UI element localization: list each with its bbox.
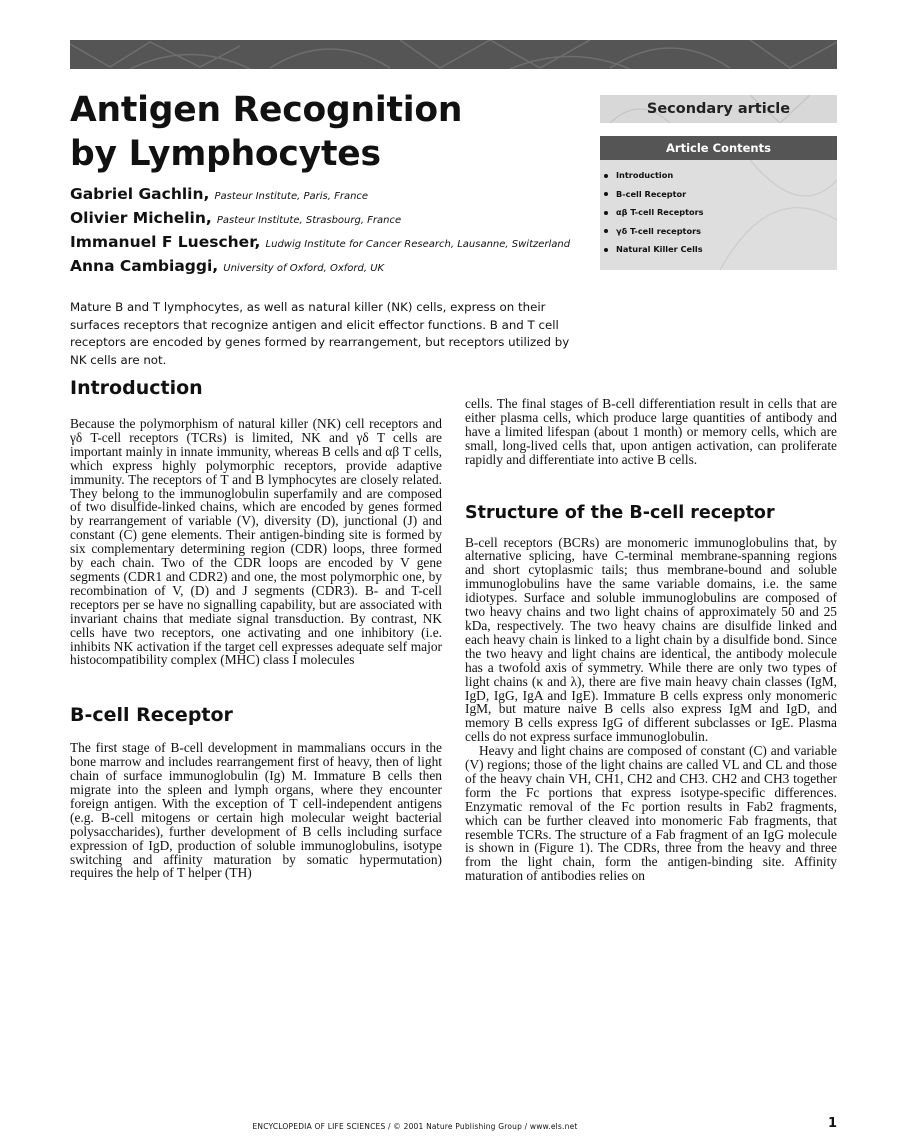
left-column	[70, 376, 442, 880]
page-number: 1	[827, 1116, 837, 1131]
article-title	[70, 88, 570, 176]
author-line	[70, 206, 590, 230]
author-line	[70, 254, 590, 278]
secondary-article-box	[600, 95, 837, 123]
header-decorative-band	[70, 40, 837, 69]
abstract: Mature B and T lymphocytes, as well as natural killer (NK) cells, express on their surfaces receptors that recognize antigen and elicit effector functions. B and T cell receptors are encoded by genes formed by rearrangement, but receptors utilized by NK cells are not.	[70, 300, 570, 367]
contents-item-introduction[interactable]	[600, 166, 837, 185]
author-name: Anna Cambiaggi,	[70, 257, 219, 275]
bcell-paragraph: The first stage of B-cell development in mammalians occurs in the bone marrow and includes rearrangement first of heavy, then of light chain of surface immunoglobulin (Ig) M. Immature B cells then migrate into the spleen and lymph organs, where they encounter foreign antigen. With the exception of T cell-independent antigens (e.g. B-cell mitogens or certain high molecular weight bacterial polysaccharides), further development of B cells including surface expression of IgD, production of soluble immunoglobulins, isotype switching and affinity maturation by somatic hypermutation) requires the help of T helper (TH)	[70, 740, 442, 881]
right-column	[465, 397, 837, 883]
section-heading-bcell-structure: Structure of the B-cell receptor	[465, 502, 775, 523]
author-line	[70, 182, 590, 206]
author-line	[70, 230, 590, 254]
contents-item-bcell-receptor[interactable]	[600, 185, 837, 204]
author-name: Olivier Michelin,	[70, 209, 212, 227]
introduction-paragraph: Because the polymorphism of natural killer (NK) cell receptors and γδ T-cell receptors (TCRs) is limited, NK and γδ T cells are important mainly in innate immunity, whereas B cells and αβ T cells, which express highly polymorphic receptors, provide adaptive immunity. The receptors of T and B lymphocytes are closely related. They belong to the immunoglobulin superfamily and are composed of two disulfide-linked chains, which are encoded by genes formed by rearrangement of variable (V), diversity (D), junctional (J) and constant (C) gene elements. Their antigen-binding site is formed by six complementary determining region (CDR) loops, three formed by each chain. Two of the CDR loops are encoded by V gene segments (CDR1 and CDR2) and one, the most polymorphic one, by recombination of V, (D) and J segments (CDR3). B- and T-cell receptors per se have no signalling capability, but are associated with invariant chains that mediate signal transduction. By contrast, NK cells have two receptors, one activating and one inhibitory (i.e. inhibits NK activation if the target cell expresses adequate self major histocompatibility complex (MHC) class I molecules	[70, 416, 442, 668]
author-name: Gabriel Gachlin,	[70, 185, 210, 203]
author-affiliation: University of Oxford, Oxford, UK	[223, 263, 385, 274]
structure-paragraph-2: Heavy and light chains are composed of constant (C) and variable (V) regions; those of the light chains are called VL and CL and those of the heavy chain VH, CH1, CH2 and CH3. CH2 and CH3 together form the Fc portions that express isotype-specific differences. Enzymatic removal of the Fc portion results in Fab2 fragments, which can be further cleaved into monomeric Fab fragments, that resemble TCRs. The structure of a Fab fragment of an IgG molecule is shown in (Figure 1). The CDRs, three from the heavy and three from the light chain, form the antigen-binding site. Affinity maturation of antibodies relies on	[465, 743, 837, 884]
contents-item-label: B-cell Receptor	[616, 188, 687, 199]
sidebar	[600, 95, 837, 270]
title-line-1: Antigen Recognition	[70, 90, 463, 130]
author-affiliation: Ludwig Institute for Cancer Research, Lausanne, Switzerland	[265, 239, 571, 250]
contents-item-label: αβ T-cell Receptors	[616, 207, 704, 217]
secondary-article-label: Secondary article	[646, 101, 791, 117]
article-contents-heading: Article Contents	[600, 136, 837, 160]
contents-item-label: γδ T-cell receptors	[616, 225, 702, 236]
author-affiliation: Pasteur Institute, Strasbourg, France	[216, 215, 402, 226]
bullet-icon	[604, 174, 608, 178]
bullet-icon	[604, 248, 608, 252]
section-heading-bcell-receptor: B-cell Receptor	[70, 704, 233, 727]
structure-paragraph-1: B-cell receptors (BCRs) are monomeric immunoglobulins that, by alternative splicing, have C-terminal membrane-spanning regions and short cytoplasmic tails; thus membrane-bound and soluble immunoglobulins have the same variable domains, i.e. the same idiotypes. Surface and soluble immunoglobulins are composed of two heavy chains and two light chains of approximately 50 and 25 kDa, respectively. The two heavy chains are disulfide linked and each heavy chain is linked to a light chain by a disulfide bond. Since the two heavy and light chains are identical, the antibody molecule has a twofold axis of symmetry. While there are only two types of light chains (κ and λ), there are five main heavy chain classes (IgM, IgD, IgG, IgA and IgE). Immature B cells express only monomeric IgM, but mature naive B cells also express IgM and IgD, and memory B cells express IgG of different subclasses or IgE. Plasma cells do not express surface immunoglobulin.	[465, 534, 837, 745]
article-contents-list	[600, 160, 837, 270]
contents-item-nk-cells[interactable]	[600, 240, 837, 259]
contents-item-gd-tcell-receptors[interactable]	[600, 222, 837, 241]
contents-item-label: Introduction	[616, 170, 674, 180]
bullet-icon	[604, 229, 608, 233]
page-footer: ENCYCLOPEDIA OF LIFE SCIENCES / © 2001 Nature Publishing Group / www.els.net	[252, 1122, 578, 1131]
author-name: Immanuel F Luescher,	[70, 233, 261, 251]
bullet-icon	[604, 211, 608, 215]
bcell-continuation-paragraph: cells. The final stages of B-cell differentiation result in cells that are either plasma cells, which produce large quantities of antibody and have a limited lifespan (about 1 month) or memory cells, which are small, long-lived cells that, upon antigen activation, can proliferate rapidly and differentiate into active B cells.	[465, 396, 837, 467]
title-line-2: by Lymphocytes	[70, 134, 381, 174]
author-list	[70, 182, 590, 278]
contents-item-ab-tcell-receptors[interactable]	[600, 203, 837, 222]
section-heading-introduction: Introduction	[70, 377, 203, 399]
bullet-icon	[604, 192, 608, 196]
author-affiliation: Pasteur Institute, Paris, France	[214, 191, 369, 202]
contents-item-label: Natural Killer Cells	[616, 244, 703, 254]
